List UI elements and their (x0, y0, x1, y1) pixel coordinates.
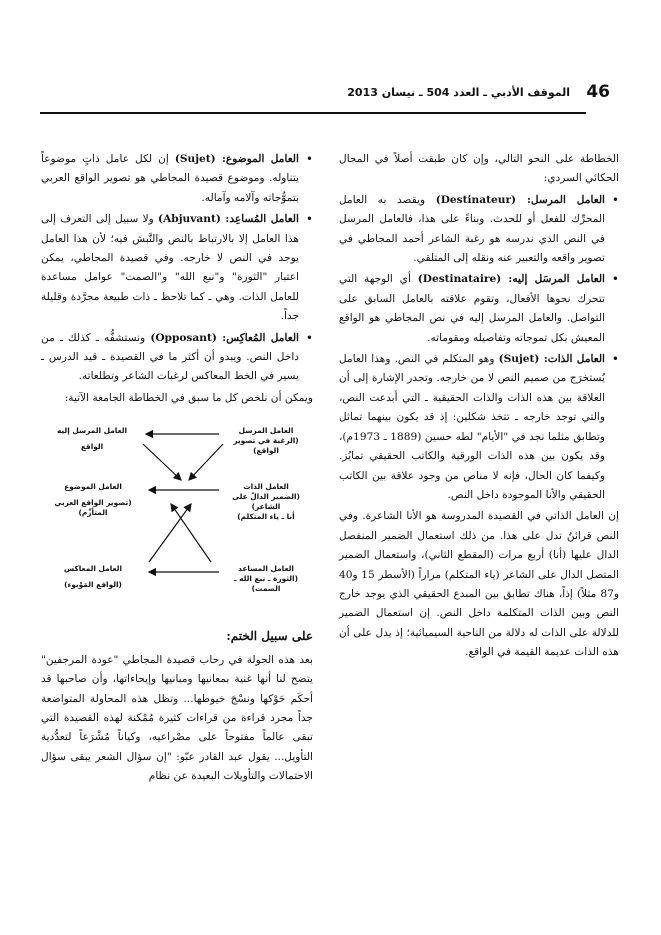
diagram-receiver (43, 426, 141, 452)
closing-heading: على سبيل الختم: (226, 629, 313, 644)
diagram-object-value: (تصوير الواقع العربي المتأزِّم) (54, 498, 132, 518)
closing-paragraph: بعد هذه الجولة في رحاب قصيدة المجاطي "عودة المرجفين" يتضح لنا أنها غنية بمعانيها ومبانيها وإيحاءاتها، وأن صاحبها قد أحكَم حَوْكها ونسْجَ خيوطها... وتظل هذه المحاولة المتواضعة جداً مجرد قراءة من قراءات كثيرة مُمْكنة لهذه القصيدة التي تبقى عالماً مفتوحاً على مصْراعيه، وكياناً مُشْرَعاً لتعدُّدية التأويل... يقول عبد القادر عبّو: "إن سؤال الشعر يبقى سؤال الاحتمالات والتأويلات البعيدة عن نظام (41, 653, 313, 783)
summary-intro: ويمكن أن نلخص كل ما سبق في الخطاطة الجامعة الآتية: (64, 391, 313, 404)
diagram-subject-label: العامل الذات (243, 482, 289, 492)
right-column (339, 150, 619, 665)
intro-paragraph: الخطاطة على النحو التالي، وإن كان طبقت أصلاً في المجال الحكائي السردي: (339, 153, 619, 185)
diagram-sender-value: (الرغبة في تصوير الواقع) (233, 436, 299, 456)
arrow-receiver-subject (143, 444, 181, 480)
object-item (41, 150, 313, 208)
diagram-subject-value2: أنا ـ ياء المتكلم) (237, 512, 295, 522)
left-column (41, 150, 313, 789)
sender-item (339, 191, 619, 269)
receiver-text: أي الوجهة التي تتحرك نحوها الأفعال، وتقوم علاقته بالعامل السابق على التواصل. والعامل المرسل إليه في نص المجاطي هو الواقع المعيش بكل تموجاته وتفاصيله ومقوماته. (339, 273, 605, 344)
helper-term: العامل المُساعِد: (Abjuvant) (158, 213, 299, 226)
object-term: العامل الموضوع: (Sujet) (174, 153, 299, 165)
self-agent-text: وهو المتكلم في النص. وهذا العامل يُستخرَج من صميم النص لا من خارجه. وتجدر الإشارة إلى أن العلاقة بين هذه الذات والذات الحقيقية ـ التي أبدعت النص، والتي توجد خارجه ـ تتخذ شكلين: إذ قد يكون بينهما تماثل وتطابق مثلما نجد في "الأيام" لطه حسين (1889 ـ 1973م)، وقد يكون بين هذه الذات الورقية والكاتب الحقيقي تمايُز. وكيفما كان الحال، فإنه لا مناص من وجود علاقة بين الكاتب الحقيقي والأنا الموجودة داخل النص. (339, 353, 605, 501)
helper-item (41, 210, 313, 326)
diagram-helper-value: (الثورة ـ نبع الله ـ الصمت) (234, 574, 298, 594)
receiver-term: العامل المرسَل إليه: (Destinataire) (417, 273, 605, 286)
actantial-diagram (41, 412, 313, 617)
diagram-helper (221, 564, 311, 594)
issue-line: الموقف الأدبي ـ العدد 504 ـ نيسان 2013 (347, 86, 570, 99)
arrow-opponent-subject (149, 504, 191, 562)
helper-text: ولا سبيل إلى التعرف إلى هذا العامل إلا بالارتباط بالنص والنَّبش فيه؛ لأن هذا العامل يوجد في النص لا خارجه. وفي قصيدة المجاطي، يمكن اعتبار "الثورة" و"نبع الله" و"الصمت" عوامل مساعدة للعامل الذات. وهي ـ كما تلاحظ ـ ذات طبيعة مجرَّدة وقليلة جداً. (41, 213, 299, 323)
opponent-term: العامل المُعاكِس: (Opposant) (150, 331, 299, 344)
object-text: إن لكل عامل ذاتٍ موضوعاً يتناوله. وموضوع قصيدة المجاطي هو تصوير الواقع العربي بتموُّجاته وآلامه وآماله. (41, 153, 299, 204)
diagram-opponent-label: العامل المعاكس (64, 564, 122, 574)
diagram-object (43, 482, 143, 518)
page-number: 46 (586, 82, 610, 102)
self-analysis-paragraph: إن العامل الذاتي في القصيدة المدروسة هو الأنا الشاعرة. وفي النص قرائنُ تدل على هذا. من ذلك استعمال الضمير المنفصل الدال عليها (أنا) أربع مرات (المقطع الثاني)، واستعمال الضمير المتصل الدال على الشاعر (ياء المتكلم) مراراً (الأسطر 15 و40 و87 مثلاً) إذاً، هناك تطابق بين المبدع الحقيقي الذي يوجد خارج النص وبين الذات المتكلمة داخل النص. إن استعمال الضمير للدلالة على الذات له دلالة من الناحية السيميائية؛ إذ يدل على أن هذه الذات عديمة القيمة في الواقع. (339, 510, 619, 659)
diagram-receiver-label: العامل المرسل إليه (56, 426, 128, 436)
opponent-text: ونستشفُّه ـ كذلك ـ من داخل النص. ويبدو أن أكثر ما في القصيدة ـ قيد الدرس ـ يسير في الخط المعاكس لرغبات الشاعر وتطلعاته. (41, 331, 299, 383)
arrow-helper-subject (171, 504, 211, 562)
diagram-helper-label: العامل المساعد (238, 564, 294, 574)
self-agent-item (339, 350, 619, 505)
diagram-receiver-value: الواقع (80, 442, 104, 452)
diagram-sender (221, 426, 311, 456)
self-agent-term: العامل الذات: (Sujet) (498, 353, 605, 366)
diagram-opponent (43, 564, 143, 590)
sender-term: العامل المرسل: (Destinateur) (435, 193, 606, 206)
header-rule (40, 112, 586, 114)
opponent-item (41, 329, 313, 387)
diagram-opponent-value: (الواقع المَوْبوء) (64, 580, 122, 590)
page-header (40, 82, 630, 112)
receiver-item (339, 270, 619, 348)
sender-text: ويقصد به العامل المحرِّك للفعل أو للحدث. وبناءً على هذا، فالعامل المرسل في النص الذي ندرسه هو رغبة الشاعر أحمد المجاطي في تصوير واقعه والتعبير عنه ونقله إلى المتلقي. (339, 193, 605, 265)
diagram-object-label: العامل الموضوع (64, 482, 122, 492)
diagram-subject-value: (الضمير الدالّ على الشاعر) (232, 492, 300, 512)
diagram-subject (221, 482, 311, 522)
arrow-sender-subject (189, 444, 223, 480)
diagram-sender-label: العامل المرسل (238, 426, 294, 436)
